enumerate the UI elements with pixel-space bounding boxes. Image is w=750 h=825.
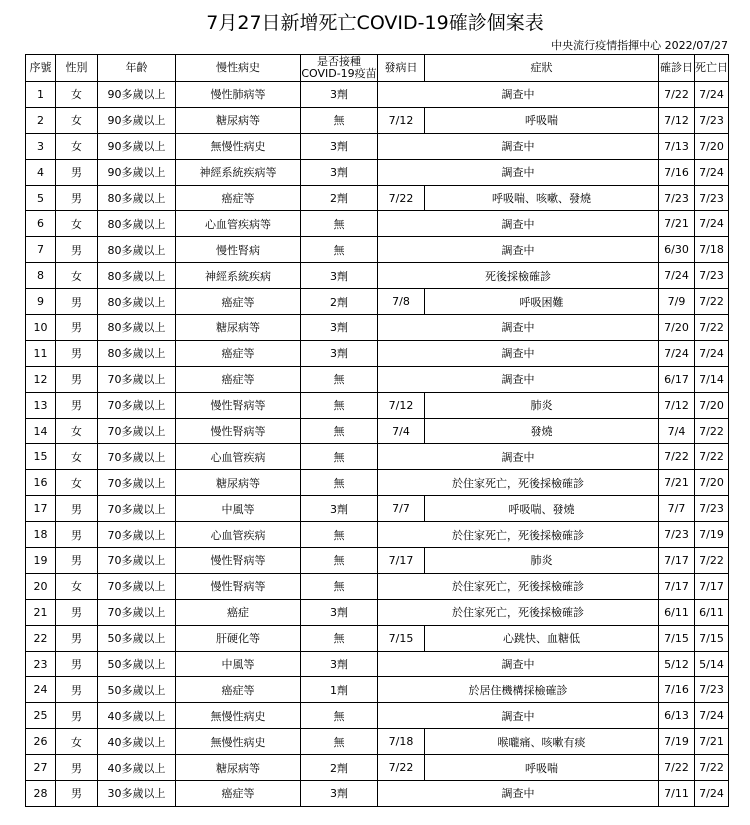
- cell-vaccine: 3劑: [301, 781, 378, 807]
- cell-sex: 女: [56, 470, 98, 496]
- cell-death-date: 7/24: [695, 781, 729, 807]
- cell-confirm-date: 6/17: [659, 366, 695, 392]
- cell-age: 80多歲以上: [98, 211, 176, 237]
- cell-vaccine: 無: [301, 237, 378, 263]
- cell-age: 90多歲以上: [98, 82, 176, 108]
- cell-sex: 男: [56, 185, 98, 211]
- cell-sex: 女: [56, 82, 98, 108]
- cell-death-date: 7/22: [695, 444, 729, 470]
- cell-confirm-date: 7/17: [659, 548, 695, 574]
- cell-confirm-date: 7/22: [659, 444, 695, 470]
- cell-confirm-date: 7/21: [659, 470, 695, 496]
- cell-symptoms: 呼吸喘: [425, 755, 659, 781]
- table-row: [26, 651, 729, 677]
- cell-age: 30多歲以上: [98, 781, 176, 807]
- cell-no: 21: [26, 599, 56, 625]
- cell-age: 80多歲以上: [98, 263, 176, 289]
- cell-age: 80多歲以上: [98, 315, 176, 341]
- cell-confirm-date: 6/11: [659, 599, 695, 625]
- cell-vaccine: 3劑: [301, 82, 378, 108]
- cell-no: 25: [26, 703, 56, 729]
- cell-symptoms: 於住家死亡，死後採檢確診: [378, 470, 659, 496]
- cell-age: 90多歲以上: [98, 107, 176, 133]
- cell-sex: 男: [56, 392, 98, 418]
- cell-symptoms: 調查中: [378, 366, 659, 392]
- case-table: [25, 54, 729, 807]
- cell-age: 80多歲以上: [98, 289, 176, 315]
- header-death: 死亡日: [695, 55, 729, 82]
- cell-confirm-date: 7/17: [659, 573, 695, 599]
- cell-sex: 男: [56, 548, 98, 574]
- cell-confirm-date: 7/21: [659, 211, 695, 237]
- cell-death-date: 7/21: [695, 729, 729, 755]
- header-age: 年齡: [98, 55, 176, 82]
- cell-onset: 7/4: [378, 418, 425, 444]
- table-row: [26, 755, 729, 781]
- cell-chronic: 心血管疾病: [176, 522, 301, 548]
- cell-vaccine: 3劑: [301, 159, 378, 185]
- table-row: [26, 625, 729, 651]
- cell-no: 7: [26, 237, 56, 263]
- cell-age: 40多歲以上: [98, 703, 176, 729]
- table-row: [26, 237, 729, 263]
- cell-vaccine: 無: [301, 107, 378, 133]
- cell-sex: 男: [56, 755, 98, 781]
- cell-confirm-date: 7/16: [659, 159, 695, 185]
- cell-no: 4: [26, 159, 56, 185]
- cell-age: 40多歲以上: [98, 755, 176, 781]
- cell-no: 26: [26, 729, 56, 755]
- cell-no: 24: [26, 677, 56, 703]
- cell-symptoms: 調查中: [378, 444, 659, 470]
- cell-sex: 女: [56, 444, 98, 470]
- cell-sex: 男: [56, 781, 98, 807]
- cell-symptoms: 調查中: [378, 211, 659, 237]
- cell-onset: 7/22: [378, 755, 425, 781]
- cell-confirm-date: 7/24: [659, 340, 695, 366]
- cell-sex: 男: [56, 237, 98, 263]
- cell-sex: 女: [56, 107, 98, 133]
- cell-no: 16: [26, 470, 56, 496]
- cell-no: 19: [26, 548, 56, 574]
- cell-no: 27: [26, 755, 56, 781]
- cell-death-date: 7/22: [695, 755, 729, 781]
- cell-confirm-date: 7/19: [659, 729, 695, 755]
- cell-no: 13: [26, 392, 56, 418]
- cell-sex: 女: [56, 418, 98, 444]
- cell-chronic: 神經系統疾病等: [176, 159, 301, 185]
- table-row: [26, 729, 729, 755]
- cell-death-date: 7/24: [695, 159, 729, 185]
- cell-sex: 男: [56, 496, 98, 522]
- cell-chronic: 慢性肺病等: [176, 82, 301, 108]
- cell-death-date: 7/17: [695, 573, 729, 599]
- cell-symptoms: 呼吸喘、咳嗽、發燒: [425, 185, 659, 211]
- cell-vaccine: 無: [301, 418, 378, 444]
- cell-chronic: 癌症等: [176, 677, 301, 703]
- cell-chronic: 中風等: [176, 496, 301, 522]
- table-row: [26, 340, 729, 366]
- cell-death-date: 7/15: [695, 625, 729, 651]
- cell-chronic: 糖尿病等: [176, 755, 301, 781]
- cell-symptoms: 死後採檢確診: [378, 263, 659, 289]
- cell-death-date: 7/22: [695, 289, 729, 315]
- cell-onset: 7/12: [378, 107, 425, 133]
- cell-sex: 女: [56, 573, 98, 599]
- cell-no: 20: [26, 573, 56, 599]
- cell-vaccine: 3劑: [301, 651, 378, 677]
- cell-symptoms: 心跳快、血糖低: [425, 625, 659, 651]
- cell-sex: 女: [56, 133, 98, 159]
- cell-chronic: 慢性腎病等: [176, 392, 301, 418]
- cell-no: 14: [26, 418, 56, 444]
- cell-sex: 女: [56, 263, 98, 289]
- cell-age: 50多歲以上: [98, 625, 176, 651]
- cell-confirm-date: 7/13: [659, 133, 695, 159]
- cell-death-date: 7/23: [695, 185, 729, 211]
- table-row: [26, 366, 729, 392]
- cell-age: 90多歲以上: [98, 159, 176, 185]
- cell-no: 3: [26, 133, 56, 159]
- table-row: [26, 522, 729, 548]
- cell-confirm-date: 7/24: [659, 263, 695, 289]
- cell-vaccine: 3劑: [301, 263, 378, 289]
- cell-chronic: 糖尿病等: [176, 315, 301, 341]
- cell-chronic: 心血管疾病等: [176, 211, 301, 237]
- header-vaccine-line2: COVID-19疫苗: [301, 67, 377, 80]
- cell-age: 70多歲以上: [98, 392, 176, 418]
- cell-chronic: 糖尿病等: [176, 107, 301, 133]
- header-vaccine: [301, 55, 378, 82]
- header-symptoms: 症狀: [425, 55, 659, 82]
- cell-no: 8: [26, 263, 56, 289]
- cell-age: 50多歲以上: [98, 651, 176, 677]
- cell-vaccine: 無: [301, 470, 378, 496]
- cell-death-date: 5/14: [695, 651, 729, 677]
- cell-death-date: 7/24: [695, 82, 729, 108]
- cell-vaccine: 無: [301, 625, 378, 651]
- cell-no: 1: [26, 82, 56, 108]
- cell-sex: 男: [56, 315, 98, 341]
- table-row: [26, 392, 729, 418]
- cell-confirm-date: 6/30: [659, 237, 695, 263]
- cell-chronic: 癌症等: [176, 185, 301, 211]
- cell-vaccine: 3劑: [301, 340, 378, 366]
- table-row: [26, 444, 729, 470]
- cell-chronic: 癌症等: [176, 340, 301, 366]
- cell-no: 10: [26, 315, 56, 341]
- cell-chronic: 肝硬化等: [176, 625, 301, 651]
- cell-chronic: 無慢性病史: [176, 703, 301, 729]
- cell-onset: 7/8: [378, 289, 425, 315]
- cell-no: 15: [26, 444, 56, 470]
- table-row: [26, 159, 729, 185]
- header-no: 序號: [26, 55, 56, 82]
- cell-sex: 男: [56, 159, 98, 185]
- cell-vaccine: 無: [301, 392, 378, 418]
- table-row: [26, 677, 729, 703]
- source-line: 中央流行疫情指揮中心 2022/07/27: [551, 39, 728, 52]
- header-row: [26, 55, 729, 82]
- cell-age: 70多歲以上: [98, 366, 176, 392]
- cell-confirm-date: 7/23: [659, 522, 695, 548]
- cell-symptoms: 於居住機構採檢確診: [378, 677, 659, 703]
- cell-vaccine: 3劑: [301, 315, 378, 341]
- cell-death-date: 7/23: [695, 107, 729, 133]
- cell-confirm-date: 7/22: [659, 755, 695, 781]
- cell-age: 90多歲以上: [98, 133, 176, 159]
- header-vaccine-line1: 是否接種: [317, 55, 361, 68]
- cell-symptoms: 調查中: [378, 651, 659, 677]
- cell-vaccine: 3劑: [301, 133, 378, 159]
- cell-death-date: 7/22: [695, 418, 729, 444]
- cell-symptoms: 發燒: [425, 418, 659, 444]
- cell-age: 70多歲以上: [98, 418, 176, 444]
- cell-death-date: 7/22: [695, 548, 729, 574]
- case-table-body: [26, 82, 729, 807]
- cell-confirm-date: 7/4: [659, 418, 695, 444]
- header-confirm: 確診日: [659, 55, 695, 82]
- cell-confirm-date: 7/16: [659, 677, 695, 703]
- table-row: [26, 418, 729, 444]
- cell-onset: 7/17: [378, 548, 425, 574]
- cell-death-date: 6/11: [695, 599, 729, 625]
- cell-chronic: 癌症等: [176, 289, 301, 315]
- table-row: [26, 599, 729, 625]
- cell-age: 70多歲以上: [98, 470, 176, 496]
- cell-sex: 男: [56, 599, 98, 625]
- cell-chronic: 癌症等: [176, 781, 301, 807]
- cell-age: 50多歲以上: [98, 677, 176, 703]
- cell-vaccine: 3劑: [301, 599, 378, 625]
- cell-vaccine: 2劑: [301, 185, 378, 211]
- cell-no: 12: [26, 366, 56, 392]
- cell-symptoms: 調查中: [378, 133, 659, 159]
- cell-confirm-date: 7/15: [659, 625, 695, 651]
- cell-onset: 7/15: [378, 625, 425, 651]
- cell-onset: 7/12: [378, 392, 425, 418]
- cell-symptoms: 調查中: [378, 82, 659, 108]
- table-row: [26, 107, 729, 133]
- cell-death-date: 7/18: [695, 237, 729, 263]
- cell-symptoms: 調查中: [378, 159, 659, 185]
- cell-symptoms: 調查中: [378, 781, 659, 807]
- cell-sex: 男: [56, 677, 98, 703]
- cell-vaccine: 無: [301, 703, 378, 729]
- cell-chronic: 中風等: [176, 651, 301, 677]
- cell-no: 6: [26, 211, 56, 237]
- cell-age: 70多歲以上: [98, 496, 176, 522]
- cell-symptoms: 呼吸喘、發燒: [425, 496, 659, 522]
- cell-confirm-date: 6/13: [659, 703, 695, 729]
- cell-age: 80多歲以上: [98, 340, 176, 366]
- cell-age: 80多歲以上: [98, 237, 176, 263]
- table-row: [26, 263, 729, 289]
- cell-death-date: 7/24: [695, 211, 729, 237]
- cell-confirm-date: 7/9: [659, 289, 695, 315]
- table-row: [26, 470, 729, 496]
- cell-symptoms: 調查中: [378, 340, 659, 366]
- cell-death-date: 7/20: [695, 470, 729, 496]
- cell-symptoms: 調查中: [378, 237, 659, 263]
- cell-no: 22: [26, 625, 56, 651]
- cell-death-date: 7/23: [695, 496, 729, 522]
- cell-death-date: 7/23: [695, 677, 729, 703]
- header-onset: 發病日: [378, 55, 425, 82]
- cell-confirm-date: 7/12: [659, 107, 695, 133]
- cell-death-date: 7/20: [695, 133, 729, 159]
- table-row: [26, 315, 729, 341]
- cell-sex: 男: [56, 522, 98, 548]
- cell-vaccine: 無: [301, 522, 378, 548]
- cell-chronic: 慢性腎病: [176, 237, 301, 263]
- cell-confirm-date: 7/22: [659, 82, 695, 108]
- cell-vaccine: 無: [301, 366, 378, 392]
- cell-vaccine: 3劑: [301, 496, 378, 522]
- cell-confirm-date: 7/11: [659, 781, 695, 807]
- cell-chronic: 糖尿病等: [176, 470, 301, 496]
- cell-chronic: 癌症: [176, 599, 301, 625]
- cell-onset: 7/18: [378, 729, 425, 755]
- cell-age: 70多歲以上: [98, 599, 176, 625]
- table-row: [26, 573, 729, 599]
- cell-no: 23: [26, 651, 56, 677]
- cell-symptoms: 於住家死亡，死後採檢確診: [378, 573, 659, 599]
- table-row: [26, 82, 729, 108]
- cell-age: 70多歲以上: [98, 522, 176, 548]
- cell-sex: 男: [56, 625, 98, 651]
- cell-no: 28: [26, 781, 56, 807]
- cell-confirm-date: 7/23: [659, 185, 695, 211]
- cell-symptoms: 喉嚨痛、咳嗽有痰: [425, 729, 659, 755]
- cell-chronic: 慢性腎病等: [176, 548, 301, 574]
- cell-vaccine: 無: [301, 573, 378, 599]
- table-row: [26, 133, 729, 159]
- cell-symptoms: 於住家死亡，死後採檢確診: [378, 599, 659, 625]
- cell-no: 5: [26, 185, 56, 211]
- cell-chronic: 無慢性病史: [176, 133, 301, 159]
- cell-vaccine: 無: [301, 444, 378, 470]
- cell-sex: 男: [56, 366, 98, 392]
- cell-age: 70多歲以上: [98, 444, 176, 470]
- cell-symptoms: 肺炎: [425, 548, 659, 574]
- cell-confirm-date: 7/12: [659, 392, 695, 418]
- table-row: [26, 185, 729, 211]
- cell-death-date: 7/23: [695, 263, 729, 289]
- cell-onset: 7/7: [378, 496, 425, 522]
- cell-no: 11: [26, 340, 56, 366]
- cell-symptoms: 於住家死亡，死後採檢確診: [378, 522, 659, 548]
- cell-symptoms: 調查中: [378, 315, 659, 341]
- cell-confirm-date: 5/12: [659, 651, 695, 677]
- cell-onset: 7/22: [378, 185, 425, 211]
- cell-sex: 女: [56, 211, 98, 237]
- cell-chronic: 神經系統疾病: [176, 263, 301, 289]
- table-row: [26, 496, 729, 522]
- cell-sex: 男: [56, 289, 98, 315]
- cell-chronic: 癌症等: [176, 366, 301, 392]
- cell-sex: 男: [56, 703, 98, 729]
- cell-age: 70多歲以上: [98, 573, 176, 599]
- cell-no: 2: [26, 107, 56, 133]
- cell-sex: 男: [56, 340, 98, 366]
- cell-sex: 女: [56, 729, 98, 755]
- table-row: [26, 548, 729, 574]
- cell-vaccine: 2劑: [301, 755, 378, 781]
- cell-chronic: 慢性腎病等: [176, 573, 301, 599]
- header-sex: 性別: [56, 55, 98, 82]
- cell-confirm-date: 7/20: [659, 315, 695, 341]
- cell-chronic: 慢性腎病等: [176, 418, 301, 444]
- cell-symptoms: 調查中: [378, 703, 659, 729]
- cell-vaccine: 無: [301, 211, 378, 237]
- cell-vaccine: 無: [301, 729, 378, 755]
- cell-symptoms: 肺炎: [425, 392, 659, 418]
- cell-chronic: 心血管疾病: [176, 444, 301, 470]
- cell-symptoms: 呼吸困難: [425, 289, 659, 315]
- table-row: [26, 289, 729, 315]
- cell-vaccine: 1劑: [301, 677, 378, 703]
- cell-age: 70多歲以上: [98, 548, 176, 574]
- cell-age: 40多歲以上: [98, 729, 176, 755]
- cell-death-date: 7/20: [695, 392, 729, 418]
- cell-death-date: 7/24: [695, 703, 729, 729]
- cell-no: 17: [26, 496, 56, 522]
- cell-confirm-date: 7/7: [659, 496, 695, 522]
- table-row: [26, 211, 729, 237]
- cell-no: 9: [26, 289, 56, 315]
- cell-vaccine: 無: [301, 548, 378, 574]
- cell-no: 18: [26, 522, 56, 548]
- cell-age: 80多歲以上: [98, 185, 176, 211]
- header-chronic: 慢性病史: [176, 55, 301, 82]
- cell-vaccine: 2劑: [301, 289, 378, 315]
- cell-death-date: 7/14: [695, 366, 729, 392]
- table-row: [26, 781, 729, 807]
- cell-death-date: 7/24: [695, 340, 729, 366]
- cell-death-date: 7/19: [695, 522, 729, 548]
- table-row: [26, 703, 729, 729]
- cell-chronic: 無慢性病史: [176, 729, 301, 755]
- cell-symptoms: 呼吸喘: [425, 107, 659, 133]
- cell-death-date: 7/22: [695, 315, 729, 341]
- document-title: 7月27日新增死亡COVID-19確診個案表: [206, 12, 544, 34]
- cell-sex: 男: [56, 651, 98, 677]
